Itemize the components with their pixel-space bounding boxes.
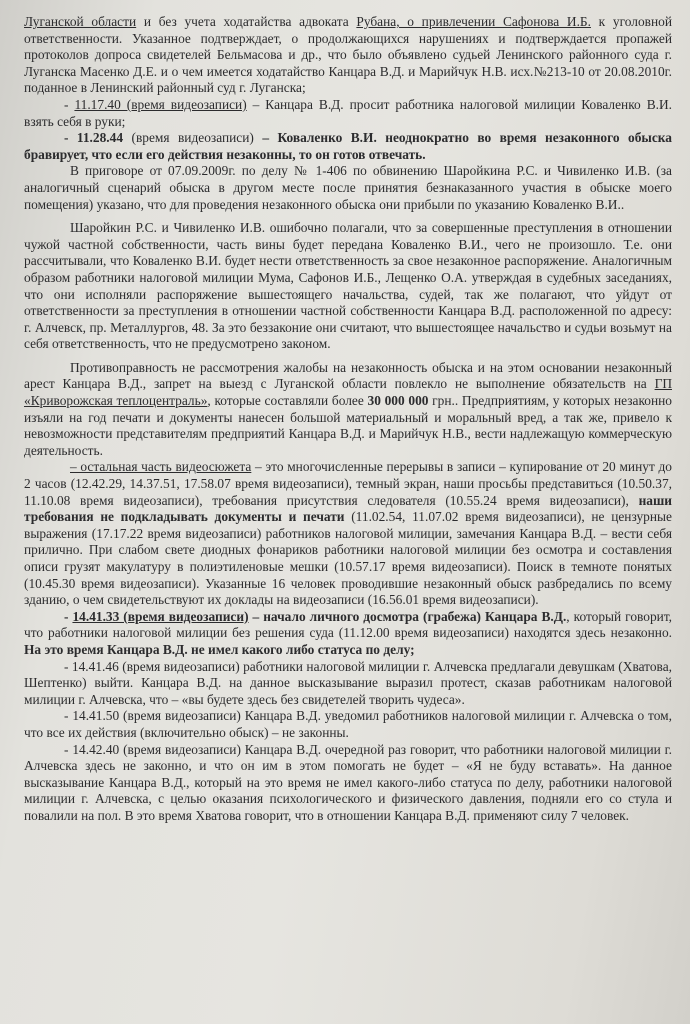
company-name: ГП «Криворожская теплоцентраль» — [24, 376, 672, 409]
dash: - — [64, 608, 73, 624]
paragraph-8 — [24, 609, 672, 659]
text-run: – Канцара В.Д. просит работника налоговой милиции Коваленко В.И. взять себя в руки; — [24, 96, 672, 129]
paragraph-3 — [24, 130, 672, 163]
bold-run: – начало личного досмотра (грабежа) Канцара В.Д. — [248, 608, 567, 624]
dash: - — [64, 96, 75, 112]
text-run: (время видеозаписи) — [123, 130, 263, 146]
bold-run: наши требования не подкладывать документы и печати — [24, 492, 672, 525]
paragraph-4: В приговоре от 07.09.2009г. по делу № 1-406 по обвинению Шаройкина Р.С. и Чивиленко И.В. (за аналогичный сценарий обыска в другом месте после принятия безнаказанного участия в обыске моего помещения) указано, что для проведения незаконного обыска они прибыли по указанию Коваленко В.И.. — [24, 163, 672, 212]
text-run: , который говорит, что работники налоговой милиции без решения суда (11.12.00 время видеозаписи) находятся здесь незаконно. — [24, 608, 673, 641]
text-run: грн.. Предприятиям, у которых незаконно изъяли на год печати и документы нанесен большой материальный и моральный вред, а так же, привело к невозможности представителям предприятий Канцара В.Д. и Марийчук Н.В., вести надлежащую коммерческую деятельность. — [24, 393, 672, 458]
paragraph-11: - 14.42.40 (время видеозаписи) Канцара В.Д. очередной раз говорит, что работники налоговой милиции г. Алчевска здесь не законно, и что он им в этом помогать не будет – «Я не буду вставать». На данное высказывание Канцара В.Д., который на это время не имел какого-либо статуса по делу, работники налоговой милиции г. Алчевска, с целью оказания психологического и физического давления, подняли его со стула и повалили на пол. В это время Хватова говорит, что в отношении Канцара В.Д. применяют силу 7 человек. — [24, 741, 672, 823]
text-run: к уголовной ответственности. Указанное подтверждает, о продолжающихся нарушениях и подтверждается пропажей протоколов допроса свидетелей Бельмасова и др., что было объявлено судьей Ленинского районного суда г. Луганска Масенко Д.Е. и о чем имеется ходатайство Канцара В.Д. и Марийчук Н.В. исх.№213-10 от 20.08.2010г. поданное в Ленинский районный суд г. Луганска; — [24, 14, 672, 96]
paragraph-2 — [24, 97, 672, 130]
text-run: , которые составляли более — [207, 393, 368, 409]
paragraph-10: - 14.41.50 (время видеозаписи) Канцара В.Д. уведомил работников налоговой милиции г. Алчевска о том, что все их действия (включительно обыск) – не законны. — [24, 708, 672, 740]
timestamp: 14.41.33 (время видеозаписи) — [72, 608, 249, 624]
timestamp: 11.28.44 — [76, 130, 124, 146]
text-run: (11.02.54, 11.07.02 время видеозаписи), не цензурные выражения (17.17.22 время видеозаписи) работников налоговой милиции, замечания Канцара В.Д. – вести себя прилично. При слабом свете диодных фонариков работники налоговой милиции без осмотра и составления описи грузят макулатуру в полиэтиленовые мешки (10.57.17 время видеозаписи). Поиск в темноте понятых (10.45.30 время видеозаписи). Указанные 16 человек проводившие незаконный обыск разбредались по всему зданию, о чем свидетельствуют их доклады на видеозаписи (16.56.01 время видеозаписи). — [24, 509, 672, 608]
paragraph-9: - 14.41.46 (время видеозаписи) работники налоговой милиции г. Алчевска предлагали девушкам (Хватова, Шептенко) выйти. Канцара В.Д. на данное высказывание выразил протест, сказав работникам налоговой милиции г. Алчевска, что – «вы будете здесь без свидетелей творить чудеса». — [24, 658, 672, 707]
timestamp: 11.17.40 (время видеозаписи) — [74, 96, 247, 112]
dash: - — [64, 130, 77, 146]
amount: 30 000 000 — [367, 393, 429, 409]
paragraph-1 — [24, 14, 672, 97]
bold-run: – Коваленко В.И. неоднократно во время незаконного обыска бравирует, что если его действия незаконны, то он готов отвечать. — [24, 130, 672, 162]
paragraph-7 — [24, 459, 672, 608]
text-run: – это многочисленные перерывы в записи – купирование от 20 минут до 2 часов (12.42.29, 14.37.51, 17.58.07 время видеозаписи), темный экран, наши просьбы представиться (10.50.37, 11.10.08 время видеозаписи), требования присутствия следователя (10.55.24 время видеозаписи), — [24, 459, 672, 508]
text-run: Противоправность не рассмотрения жалобы на незаконность обыска и на этом основании незаконный арест Канцара В.Д., запрет на выезд с Луганской области повлекло не выполнение обязательств на — [24, 359, 672, 392]
lawyer-note: Рубана, о привлечении Сафонова И.Б. — [356, 14, 591, 29]
paragraph-6 — [24, 360, 672, 460]
text-run: и без учета ходатайства адвоката — [136, 14, 357, 29]
bold-run: На это время Канцара В.Д. не имел какого либо статуса по делу; — [24, 641, 415, 657]
region-name: Луганской области — [24, 14, 137, 29]
section-label: – остальная часть видеосюжета — [70, 459, 252, 475]
paragraph-5: Шаройкин Р.С. и Чивиленко И.В. ошибочно полагали, что за совершенные преступления в отношении чужой частной собственности, часть вины будет передана Коваленко В.И., чего не произошло. Т.е. они рассчитывали, что Коваленко В.И. будет нести ответственность за свое незаконное распоряжение. Аналогичным образом работники налоговой милиции Мума, Сафонов И.Б., Лещенко О.А. утверждая в судебных заседаниях, что они исполняли распоряжение вышестоящего начальства, судей, так же полагают, что уйдут от ответственности за преступления в отношении частной собственности Канцара В.Д. расположенной по адресу: г. Алчевск, пр. Металлургов, 48. За это беззаконие они считают, что вышестоящее начальство и судьи возьмут на себя ответственность, что не предусмотрено законом. — [24, 220, 672, 352]
